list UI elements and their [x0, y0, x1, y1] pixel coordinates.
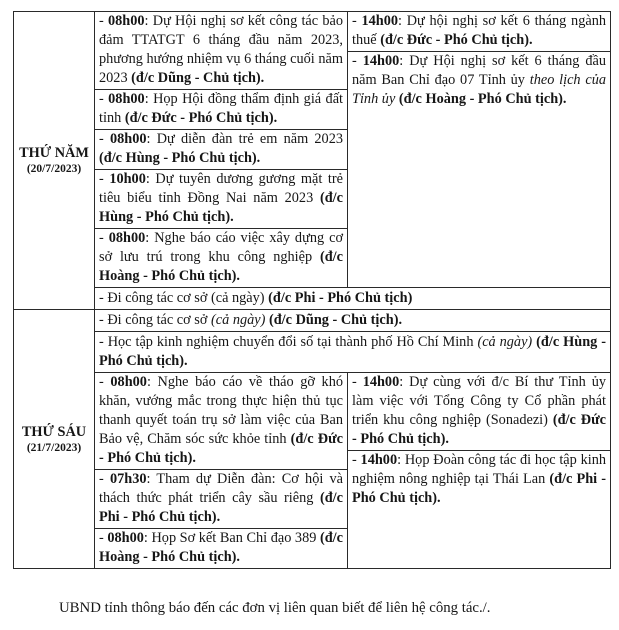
item-note: theo lịch của Tỉnh ủy — [352, 72, 606, 107]
friday-morning-list — [95, 373, 347, 568]
friday-morning-cell — [95, 373, 348, 569]
item-assignee: (đ/c Phi - Phó Chủ tịch). — [352, 471, 606, 506]
item-text: Dự hội nghị sơ kết 6 tháng ngành thuế — [352, 13, 606, 48]
item-text: Dự tuyên dương gương mặt trẻ tiêu biểu tỉnh Đồng Nai năm 2023 — [99, 171, 344, 206]
schedule-item: - 08h00: Dự diễn đàn trẻ em năm 2023 (đ/c Hùng - Phó Chủ tịch). — [95, 130, 347, 170]
item-time: 14h00 — [361, 13, 399, 29]
schedule-item: - 14h00: Dự hội nghị sơ kết 6 tháng ngành thuế (đ/c Đức - Phó Chủ tịch). — [348, 12, 610, 52]
thursday-morning-list — [95, 12, 347, 287]
item-assignee: (đ/c Đức - Phó Chủ tịch). — [124, 110, 278, 126]
fullday-text: - Học tập kinh nghiệm chuyển đổi số tại thành phố Hồ Chí Minh — [99, 334, 478, 350]
schedule-item: - 07h30: Tham dự Diễn đàn: Cơ hội và thách thức phát triển cây sầu riêng (đ/c Phi - Phó Chủ tịch). — [95, 470, 347, 529]
fullday-note: (cả ngày) — [211, 312, 266, 328]
fullday-item — [95, 288, 610, 309]
item-text: Dự cùng với đ/c Bí thư Tỉnh ủy làm việc với Tổng Công ty Cổ phần phát triển khu công nghiệp (Sonadezi) — [352, 374, 607, 428]
friday-day-cell — [14, 310, 95, 569]
day-name: THỨ NĂM — [19, 145, 89, 161]
schedule-item: - 14h00: Dự Hội nghị sơ kết 6 tháng đầu năm Ban Chỉ đạo 07 Tỉnh ủy theo lịch của Tỉnh ủy (đ/c Hoàng - Phó Chủ tịch). — [352, 53, 607, 107]
fullday-text: - Đi công tác cơ sở (cả ngày) — [99, 290, 265, 306]
item-text: Họp Hội đồng thẩm định giá đất tỉnh — [99, 91, 344, 126]
schedule-item: - 08h00: Nghe báo cáo việc xây dựng cơ sở lưu trú trong khu công nghiệp (đ/c Hoàng - Phó Chủ tịch). — [99, 230, 344, 284]
thursday-day-cell — [14, 12, 95, 310]
item-text: Họp Đoàn công tác đi học tập kinh nghiệm nông nghiệp tại Thái Lan — [352, 452, 607, 487]
fullday-note: (cả ngày) — [477, 334, 533, 350]
thursday-fullday-row — [14, 288, 611, 310]
schedule-item: - 14h00: Dự cùng với đ/c Bí thư Tỉnh ủy làm việc với Tổng Công ty Cổ phần phát triển khu công nghiệp (Sonadezi) (đ/c Đức - Phó Chủ tịch). — [348, 373, 610, 451]
fullday-text: - Đi công tác cơ sở — [99, 312, 211, 328]
thursday-morning-cell — [95, 12, 348, 288]
item-text: Tham dự Diễn đàn: Cơ hội và thách thức phát triển cây sầu riêng — [99, 471, 343, 506]
item-time: 14h00 — [362, 53, 400, 69]
item-time: 08h00 — [107, 530, 144, 546]
item-time: 08h00 — [108, 230, 146, 246]
friday-fullday-cell-1 — [95, 310, 611, 332]
fullday-item — [95, 310, 610, 331]
fullday-item — [95, 332, 610, 372]
item-time: 08h00 — [108, 13, 145, 29]
schedule-item: - 08h00: Nghe báo cáo về tháo gỡ khó khăn, vướng mắc trong thực hiện thủ tục thanh quyết toán trụ sở làm việc của Ban Bảo vệ, Chăm sóc sức khỏe tỉnh (đ/c Đức - Phó Chủ tịch). — [95, 373, 347, 470]
day-date: (21/7/2023) — [26, 441, 82, 454]
friday-fullday-cell-2 — [95, 332, 611, 373]
item-text: Nghe báo cáo việc xây dựng cơ sở lưu trú trong khu công nghiệp — [99, 230, 344, 265]
item-time: 08h00 — [110, 374, 147, 390]
day-date: (20/7/2023) — [26, 163, 82, 175]
item-assignee: (đ/c Phi - Phó Chủ tịch). — [99, 490, 343, 525]
schedule-table — [13, 11, 611, 569]
item-assignee: (đ/c Đức - Phó Chủ tịch). — [99, 431, 343, 466]
item-time: 07h30 — [109, 471, 147, 487]
schedule-item: - 08h00: Họp Hội đồng thẩm định giá đất tỉnh (đ/c Đức - Phó Chủ tịch). — [95, 90, 347, 130]
thursday-row — [14, 12, 611, 288]
item-assignee: (đ/c Hoàng - Phó Chủ tịch). — [99, 530, 343, 565]
schedule-item: - 08h00: Họp Sơ kết Ban Chỉ đạo 389 (đ/c Hoàng - Phó Chủ tịch). — [99, 530, 343, 565]
friday-afternoon-list — [348, 373, 610, 509]
schedule-item: - 08h00: Dự Hội nghị sơ kết công tác bảo đảm TTATGT 6 tháng đầu năm 2023, phương hướng nhiệm vụ 6 tháng cuối năm 2023 (đ/c Dũng - Chủ tịch). — [95, 12, 347, 90]
schedule-item: - 10h00: Dự tuyên dương gương mặt trẻ tiêu biểu tỉnh Đồng Nai năm 2023 (đ/c Hùng - Phó Chủ tịch). — [95, 170, 347, 229]
item-text: Dự Hội nghị sơ kết 6 tháng đầu năm Ban Chỉ đạo 07 Tỉnh ủy — [352, 53, 607, 88]
friday-row — [14, 373, 611, 569]
thursday-afternoon-list — [348, 12, 610, 110]
friday-fullday-row-2 — [14, 332, 611, 373]
item-text: Nghe báo cáo về tháo gỡ khó khăn, vướng mắc trong thực hiện thủ tục thanh quyết toán trụ sở làm việc của Ban Bảo vệ, Chăm sóc sức khỏe tỉnh — [99, 374, 343, 447]
thursday-afternoon-cell — [348, 12, 611, 288]
item-assignee: (đ/c Hùng - Phó Chủ tịch). — [99, 190, 343, 225]
day-name: THỨ SÁU — [21, 423, 87, 440]
fullday-assignee: (đ/c Hùng - Phó Chủ tịch). — [99, 334, 607, 369]
item-assignee: (đ/c Dũng - Chủ tịch). — [131, 70, 265, 86]
item-text: Dự diễn đàn trẻ em năm 2023 — [156, 131, 344, 147]
item-assignee: (đ/c Hùng - Phó Chủ tịch). — [99, 150, 261, 166]
fullday-assignee: (đ/c Dũng - Chủ tịch). — [268, 312, 403, 328]
item-assignee: (đ/c Đức - Phó Chủ tịch). — [380, 32, 533, 48]
item-time: 14h00 — [362, 374, 400, 390]
item-text: Dự Hội nghị sơ kết công tác bảo đảm TTATGT 6 tháng đầu năm 2023, phương hướng nhiệm vụ 6 tháng cuối năm 2023 — [99, 13, 343, 86]
friday-afternoon-cell — [348, 373, 611, 569]
item-text: Họp Sơ kết Ban Chỉ đạo 389 — [151, 530, 317, 546]
item-time: 14h00 — [360, 452, 398, 468]
item-assignee: (đ/c Hoàng - Phó Chủ tịch). — [398, 91, 567, 107]
schedule-item: - 14h00: Họp Đoàn công tác đi học tập kinh nghiệm nông nghiệp tại Thái Lan (đ/c Phi - Phó Chủ tịch). — [352, 452, 607, 506]
item-time: 08h00 — [109, 131, 147, 147]
thursday-fullday-cell — [95, 288, 611, 310]
friday-fullday-row — [14, 310, 611, 332]
fullday-assignee: (đ/c Phi - Phó Chủ tịch) — [268, 290, 413, 306]
item-assignee: (đ/c Đức - Phó Chủ tịch). — [352, 412, 606, 447]
item-time: 08h00 — [108, 91, 145, 107]
footer-note: UBND tỉnh thông báo đến các đơn vị liên quan biết để liên hệ công tác./. — [59, 600, 491, 616]
item-time: 10h00 — [109, 171, 146, 187]
item-assignee: (đ/c Hoàng - Phó Chủ tịch). — [99, 249, 343, 284]
